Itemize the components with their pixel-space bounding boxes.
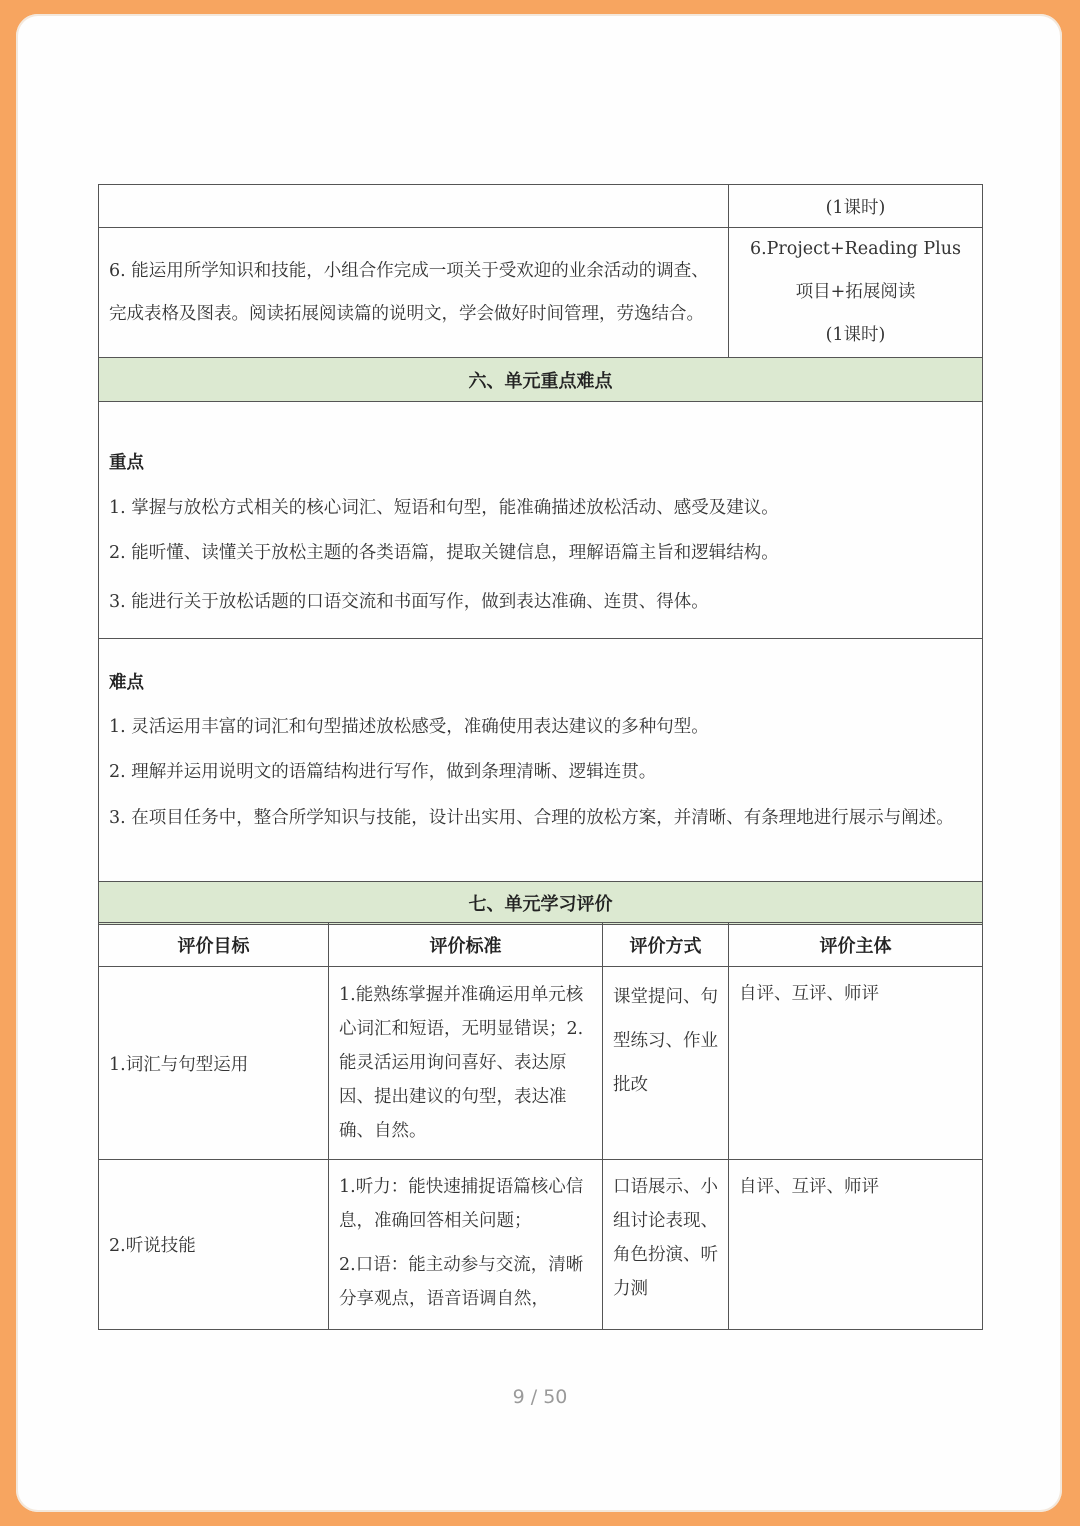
difficult-points-heading: 难点 [109, 673, 144, 693]
section-7-title: 七、单元学习评价 [99, 882, 983, 925]
unit-table [98, 184, 983, 925]
header-goal: 评价目标 [99, 923, 329, 967]
table-row [99, 967, 983, 1160]
difficult-points-row [99, 639, 983, 882]
header-standard: 评价标准 [329, 923, 603, 967]
eval-standard-cell: 1.能熟练掌握并准确运用单元核心词汇和短语，无明显错误；2.能灵活运用询问喜好、表达原因、提出建议的句型，表达准确、自然。 [329, 967, 603, 1160]
eval-standard-item: 2.口语：能主动参与交流，清晰分享观点，语音语调自然， [339, 1255, 584, 1309]
lesson-6-cell [729, 228, 983, 358]
section-header-row [99, 882, 983, 925]
difficult-points-cell [99, 639, 983, 882]
table-row [99, 185, 983, 228]
eval-standard-item: 1.听力：能快速捕捉语篇核心信息，准确回答相关问题； [339, 1177, 584, 1231]
objective-6-cell: 6. 能运用所学知识和技能，小组合作完成一项关于受欢迎的业余活动的调查、完成表格及图表。阅读拓展阅读篇的说明文，学会做好时间管理，劳逸结合。 [99, 228, 729, 358]
eval-subject-cell: 自评、互评、师评 [729, 1160, 983, 1330]
empty-cell [99, 185, 729, 228]
page-indicator: 9 / 50 [512, 1386, 568, 1408]
eval-standard-cell [329, 1160, 603, 1330]
section-6-title: 六、单元重点难点 [99, 358, 983, 402]
lesson-6-hours: (1课时) [825, 325, 886, 345]
header-subject: 评价主体 [729, 923, 983, 967]
evaluation-table [98, 922, 983, 1330]
eval-method-cell: 口语展示、小组讨论表现、角色扮演、听力测 [603, 1160, 729, 1330]
lesson-6-title: 6.Project+Reading Plus [749, 239, 962, 259]
lesson-hours-cell: (1课时) [729, 185, 983, 228]
key-points-row [99, 402, 983, 639]
eval-goal-cell: 2.听说技能 [99, 1160, 329, 1330]
difficult-point-item: 2. 理解并运用说明文的语篇结构进行写作，做到条理清晰、逻辑连贯。 [109, 762, 657, 782]
key-point-item: 2. 能听懂、读懂关于放松主题的各类语篇，提取关键信息，理解语篇主旨和逻辑结构。 [109, 543, 779, 563]
header-method: 评价方式 [603, 923, 729, 967]
key-points-heading: 重点 [109, 453, 144, 473]
section-header-row [99, 358, 983, 402]
key-point-item: 1. 掌握与放松方式相关的核心词汇、短语和句型，能准确描述放松活动、感受及建议。 [109, 498, 779, 518]
key-point-item: 3. 能进行关于放松话题的口语交流和书面写作，做到表达准确、连贯、得体。 [109, 592, 709, 612]
eval-header-row [99, 923, 983, 967]
difficult-point-item: 3. 在项目任务中，整合所学知识与技能，设计出实用、合理的放松方案，并清晰、有条理地进行展示与阐述。 [109, 808, 954, 828]
eval-goal-cell: 1.词汇与句型运用 [99, 967, 329, 1160]
key-points-cell [99, 402, 983, 639]
lesson-6-subtitle: 项目+拓展阅读 [795, 282, 916, 302]
table-row [99, 1160, 983, 1330]
table-row [99, 228, 983, 358]
eval-subject-cell: 自评、互评、师评 [729, 967, 983, 1160]
eval-method-cell: 课堂提问、句型练习、作业批改 [603, 967, 729, 1160]
difficult-point-item: 1. 灵活运用丰富的词汇和句型描述放松感受，准确使用表达建议的多种句型。 [109, 717, 709, 737]
